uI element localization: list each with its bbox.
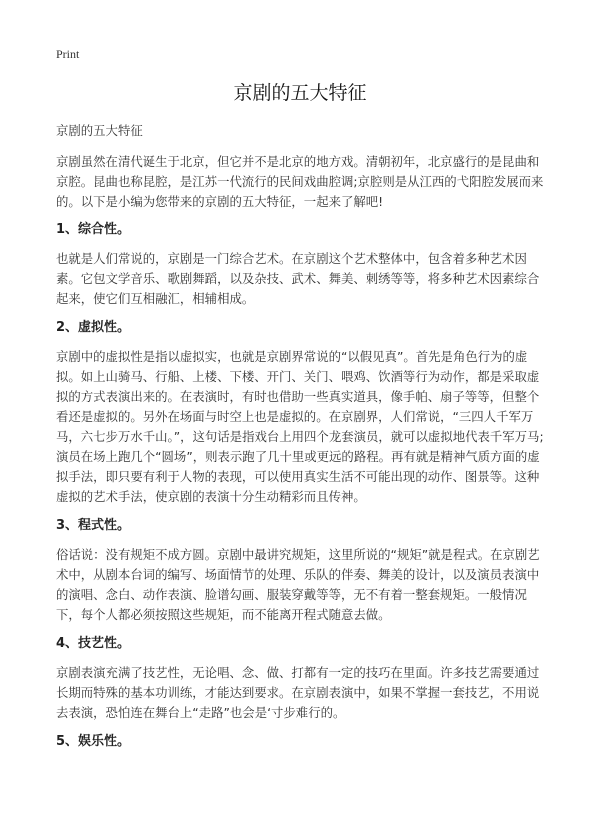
- section-entertainment: [56, 732, 548, 752]
- article-subtitle: 京剧的五大特征: [56, 123, 143, 138]
- section-body: 俗话说：没有规矩不成方圆。京剧中最讲究规矩，这里所说的“规矩”就是程式。在京剧艺术中，从剧本台词的编写、场面情节的处理、乐队的伴奏、舞美的设计，以及演员表演中的演唱、念白、动作表演、脸谱勾画、服装穿戴等等，无不有着一整套规矩。一般情况下，每个人都必须按照这些规矩，而不能离开程式随意去做。: [56, 547, 540, 622]
- section-heading: 2、虚拟性。: [56, 320, 131, 335]
- section-heading: 1、综合性。: [56, 222, 131, 237]
- section-body: 也就是人们常说的，京剧是一门综合艺术。在京剧这个艺术整体中，包含着多种艺术因素。它包文学音乐、歌剧舞蹈，以及杂技、武术、舞美、刺绣等等，将多种艺术因素综合起来，使它们互相融汇，相辅相成。: [56, 251, 540, 306]
- article-content: [56, 121, 548, 761]
- section-heading: 4、技艺性。: [56, 636, 131, 651]
- section-skill: [56, 634, 548, 723]
- section-heading: 3、程式性。: [56, 518, 131, 533]
- section-stylization: [56, 516, 548, 625]
- print-link[interactable]: Print: [56, 47, 80, 61]
- section-heading: 5、娱乐性。: [56, 734, 131, 749]
- section-comprehensive: [56, 220, 548, 309]
- page-title: 京剧的五大特征: [233, 82, 367, 104]
- section-body: 京剧中的虚拟性是指以虚拟实，也就是京剧界常说的“以假见真”。首先是角色行为的虚拟。如上山骑马、行船、上楼、下楼、开门、关门、喂鸡、饮酒等行为动作，都是采取虚拟的方式表演出来的。在表演时，有时也借助一些真实道具，像手帕、扇子等等，但整个看还是虚拟的。另外在场面与时空上也是虚拟的。在京剧界，人们常说，“三四人千军万马，六七步万水千山。”，这句话是指戏台上用四个龙套演员，就可以虚拟地代表千军万马;演员在场上跑几个“圆场”，则表示跑了几十里或更远的路程。再有就是精神气质方面的虚拟手法，即只要有利于人物的表现，可以使用真实生活不可能出现的动作、图景等。这种虚拟的艺术手法，使京剧的表演十分生动精彩而且传神。: [56, 349, 544, 504]
- section-virtuality: [56, 318, 548, 507]
- section-body: 京剧表演充满了技艺性，无论唱、念、做、打都有一定的技巧在里面。许多技艺需要通过长期而特殊的基本功训练，才能达到要求。在京剧表演中，如果不掌握一套技艺，不用说去表演，恐怕连在舞台上“走路”也会是‘寸步难行的。: [56, 665, 540, 720]
- intro-paragraph: 京剧虽然在清代诞生于北京，但它并不是北京的地方戏。清朝初年，北京盛行的是昆曲和京腔。昆曲也称昆腔，是江苏一代流行的民间戏曲腔调;京腔则是从江西的弋阳腔发展而来的。以下是小编为您带来的京剧的五大特征，一起来了解吧!: [56, 154, 544, 209]
